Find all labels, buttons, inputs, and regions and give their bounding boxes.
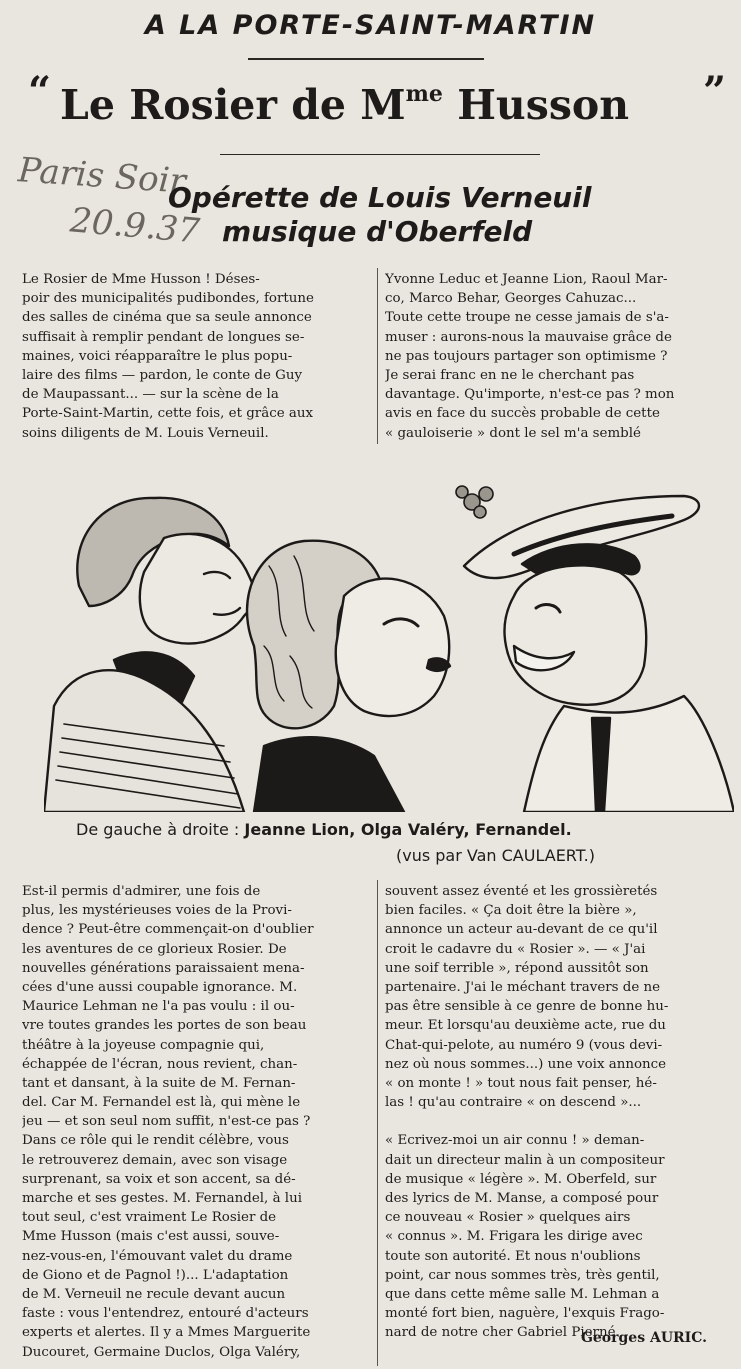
text-line: « connus ». M. Frigara les dirige avec [385, 1229, 643, 1245]
text-line: Porte-Saint-Martin, cette fois, et grâce aux [22, 406, 314, 422]
text-line: dait un directeur malin à un compositeur [385, 1152, 665, 1168]
text-line: ce nouveau « Rosier » quelques airs [385, 1210, 631, 1226]
text-line: « Ecrivez-moi un air connu ! » deman- [385, 1133, 645, 1149]
text-line: muser : aurons-nous la mauvaise grâce de [385, 329, 672, 345]
text-line: « gauloiserie » dont le sel m'a semblé [385, 425, 641, 441]
text-line: Le Rosier de Mme Husson ! Déses- [22, 272, 260, 287]
text-line: annonce un acteur au-devant de ce qu'il [385, 922, 658, 938]
open-quote: “ [28, 68, 52, 115]
column-divider-bottom [377, 880, 378, 1366]
text-line: jeu — et son seul nom suffit, n'est-ce pas ? [22, 1114, 311, 1130]
text-line: nez où nous sommes...) une voix annonce [385, 1056, 667, 1072]
text-line: soins diligents de M. Louis Verneuil. [22, 425, 269, 441]
text-line: tant et dansant, à la suite de M. Fernan- [22, 1075, 296, 1091]
illustration-credit: (vus par Van CAULAERT.) [396, 846, 595, 865]
kicker-rule [248, 58, 484, 60]
article-bottom-right-column [385, 882, 721, 1343]
text-line: Ducouret, Germaine Duclos, Olga Valéry, [22, 1344, 301, 1360]
text-line: plus, les mystérieuses voies de la Provi- [22, 903, 292, 919]
text-line: surprenant, sa voix et son accent, sa dé- [22, 1171, 296, 1187]
text-line: échappée de l'écran, nous revient, chan- [22, 1056, 298, 1072]
text-line: croit le cadavre du « Rosier ». — « J'ai [385, 941, 646, 957]
text-line: Maurice Lehman ne l'a pas voulu : il ou- [22, 999, 295, 1015]
middle-figure-shoulder [254, 737, 404, 812]
text-line: faste : vous l'entendrez, entouré d'acteurs [22, 1306, 309, 1322]
text-line: souvent assez éventé et les grossièretés [385, 884, 658, 899]
text-line: cées d'une aussi coupable ignorance. M. [22, 979, 298, 995]
caption-prefix: De gauche à droite : [76, 820, 245, 839]
text-line: une soif terrible », répond aussitôt son [385, 960, 649, 976]
text-line: de M. Verneuil ne recule devant aucun [22, 1286, 286, 1302]
text-line: Chat-qui-pelote, au numéro 9 (vous devi- [385, 1037, 663, 1053]
text-line: las ! qu'au contraire « on descend »... [385, 1095, 642, 1111]
text-line: de Maupassant... — sur la scène de la [22, 387, 279, 403]
author-signature: Georges AURIC. [580, 1330, 707, 1346]
text-line: meur. Et lorsqu'au deuxième acte, rue du [385, 1018, 666, 1034]
right-figure-collar [524, 696, 734, 812]
section-kicker: A LA PORTE-SAINT-MARTIN [144, 10, 597, 41]
text-line: Toute cette troupe ne cesse jamais de s'a- [385, 310, 669, 326]
text-line: maines, voici réapparaître le plus popu- [22, 348, 293, 364]
text-line: bien faciles. « Ça doit être la bière », [385, 903, 637, 919]
handwritten-line-2: 20.9.37 [68, 200, 202, 252]
text-line: co, Marco Behar, Georges Cahuzac... [385, 291, 637, 307]
text-line: des lyrics de M. Manse, a composé pour [385, 1191, 659, 1206]
text-line: toute son autorité. Et nous n'oublions [385, 1248, 641, 1264]
caricature-illustration [44, 446, 734, 812]
text-line: des salles de cinéma que sa seule annonce [22, 310, 312, 326]
text-line: laire des films — pardon, le conte de Guy [22, 367, 303, 383]
headline-part-2: Husson [442, 81, 630, 129]
article-top-right-column [385, 270, 721, 443]
middle-figure-lips [427, 658, 450, 670]
text-line: nard de notre cher Gabriel Pierné. [385, 1325, 620, 1341]
column-divider-top [377, 268, 378, 444]
text-line: le retrouverez demain, avec son visage [22, 1152, 288, 1168]
text-line: suffisait à remplir pendant de longues se- [22, 329, 305, 345]
text-line: point, car nous sommes très, très gentil, [385, 1267, 660, 1283]
text-line: pas être sensible à ce genre de bonne hu- [385, 999, 669, 1015]
text-line: del. Car M. Fernandel est là, qui mène le [22, 1095, 301, 1111]
text-line: marche et ses gestes. M. Fernandel, à lui [22, 1191, 302, 1206]
headline-part-1: Le Rosier de M [60, 81, 406, 129]
text-line: que dans cette même salle M. Lehman a [385, 1286, 660, 1302]
text-line: avis en face du succès probable de cette [385, 406, 660, 422]
text-line: ne pas toujours partager son optimisme ? [385, 348, 668, 364]
text-line: nez-vous-en, l'émouvant valet du drame [22, 1248, 293, 1264]
illustration-caption [76, 820, 572, 839]
text-line: poir des municipalités pudibondes, fortune [22, 291, 314, 307]
headline-rule [220, 154, 540, 155]
text-line: Mme Husson (mais c'est aussi, souve- [22, 1229, 280, 1245]
text-line: Dans ce rôle qui le rendit célèbre, vous [22, 1133, 289, 1149]
text-line: partenaire. J'ai le méchant travers de ne [385, 979, 661, 995]
text-line: les aventures de ce glorieux Rosier. De [22, 941, 287, 957]
right-figure-face [504, 565, 646, 704]
subtitle-line-1: Opérette de Louis Verneuil [168, 181, 592, 214]
middle-figure-face [336, 579, 449, 716]
text-line [385, 1112, 721, 1131]
headline-superscript: me [405, 81, 443, 107]
text-line: Je serai franc en ne le cherchant pas [385, 367, 635, 383]
close-quote: ” [703, 68, 727, 115]
hat-flower [456, 486, 493, 518]
text-line: de musique « légère ». M. Oberfeld, sur [385, 1171, 657, 1187]
headline [60, 66, 700, 133]
text-line: théâtre à la joyeuse compagnie qui, [22, 1037, 265, 1053]
text-line: nouvelles générations paraissaient mena- [22, 960, 305, 976]
text-line: tout seul, c'est vraiment Le Rosier de [22, 1210, 277, 1226]
article-bottom-left-column [22, 882, 370, 1362]
text-line: vre toutes grandes les portes de son beau [22, 1018, 307, 1034]
caption-names: Jeanne Lion, Olga Valéry, Fernandel. [244, 820, 572, 839]
text-line: Est-il permis d'admirer, une fois de [22, 884, 261, 899]
subtitle-line-2: musique d'Oberfeld [222, 215, 533, 248]
text-line: davantage. Qu'importe, n'est-ce pas ? mon [385, 387, 675, 403]
text-line: dence ? Peut-être commençait-on d'oublier [22, 922, 314, 938]
text-line: « on monte ! » tout nous fait penser, hé- [385, 1075, 657, 1091]
article-top-left-column [22, 270, 370, 443]
text-line: monté fort bien, naguère, l'exquis Frago- [385, 1306, 665, 1322]
text-line: experts et alertes. Il y a Mmes Marguerite [22, 1325, 311, 1341]
handwritten-line-1: Paris Soir [16, 150, 188, 202]
text-line: de Giono et de Pagnol !)... L'adaptation [22, 1267, 289, 1283]
left-figure-face [140, 534, 255, 644]
text-line: Yvonne Leduc et Jeanne Lion, Raoul Mar- [385, 272, 668, 287]
